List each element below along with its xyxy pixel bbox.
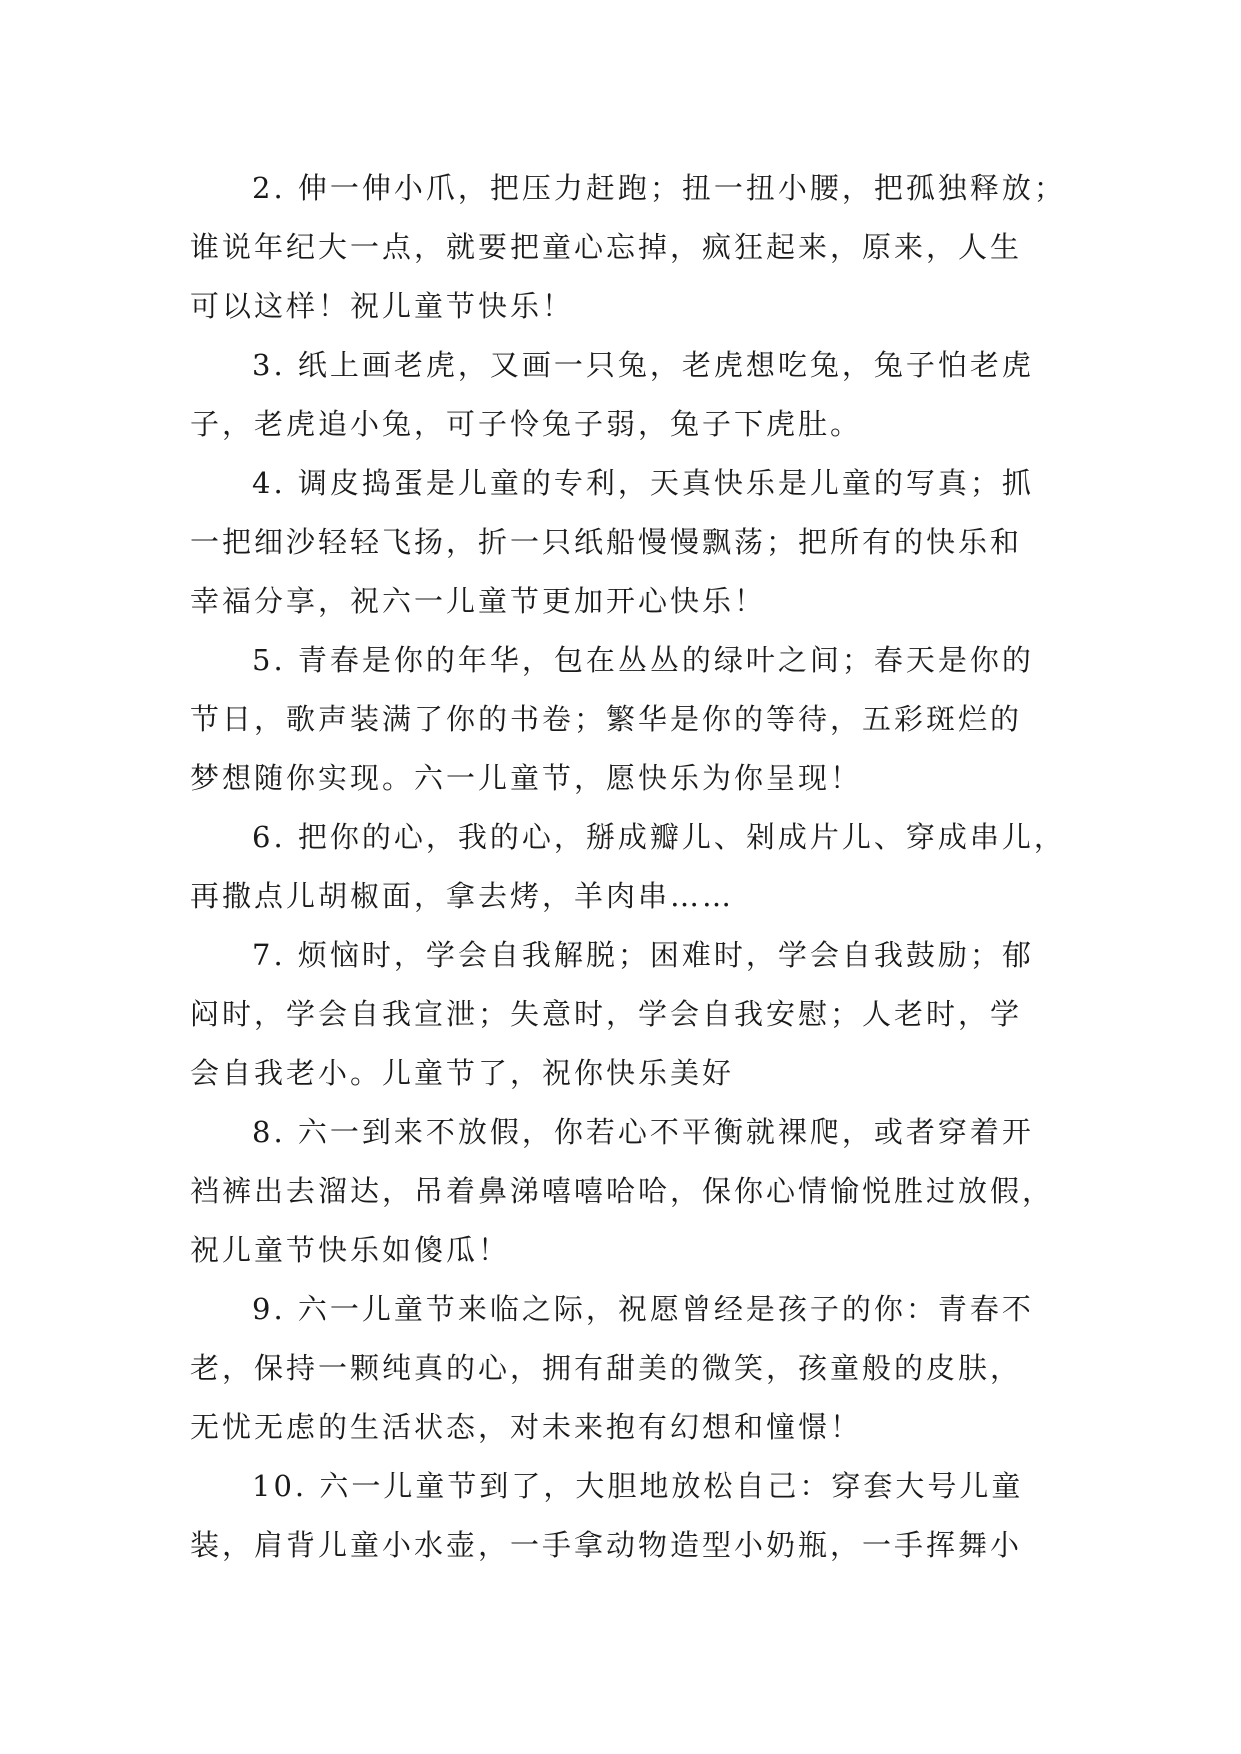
text-line: 可以这样！祝儿童节快乐！: [190, 289, 575, 323]
text-line: 10. 六一儿童节到了，大胆地放松自己：穿套大号儿童: [252, 1469, 1024, 1503]
text-line: 谁说年纪大一点，就要把童心忘掉，疯狂起来，原来，人生: [190, 230, 1023, 264]
text-line: 8. 六一到来不放假，你若心不平衡就裸爬，或者穿着开: [252, 1115, 1034, 1149]
text-line: 老，保持一颗纯真的心，拥有甜美的微笑，孩童般的皮肤，: [190, 1351, 1023, 1385]
text-line: 装，肩背儿童小水壶，一手拿动物造型小奶瓶，一手挥舞小: [190, 1528, 1023, 1562]
text-line: 闷时，学会自我宣泄；失意时，学会自我安慰；人老时，学: [190, 997, 1023, 1031]
text-line: 无忧无虑的生活状态，对未来抱有幻想和憧憬！: [190, 1410, 863, 1444]
text-line: 幸福分享，祝六一儿童节更加开心快乐！: [190, 584, 767, 618]
text-line: 3. 纸上画老虎，又画一只兔，老虎想吃兔，兔子怕老虎: [252, 348, 1034, 382]
text-line: 9. 六一儿童节来临之际，祝愿曾经是孩子的你：青春不: [252, 1292, 1034, 1326]
text-line: 再撒点儿胡椒面，拿去烤，羊肉串……: [190, 879, 735, 913]
text-line: 5. 青春是你的年华，包在丛丛的绿叶之间；春天是你的: [252, 643, 1034, 677]
text-line: 2. 伸一伸小爪，把压力赶跑；扭一扭小腰，把孤独释放；: [252, 171, 1066, 205]
text-line: 节日，歌声装满了你的书卷；繁华是你的等待，五彩斑烂的: [190, 702, 1023, 736]
text-line: 7. 烦恼时，学会自我解脱；困难时，学会自我鼓励；郁: [252, 938, 1034, 972]
text-line: 会自我老小。儿童节了，祝你快乐美好: [190, 1056, 735, 1090]
text-line: 裆裤出去溜达，吊着鼻涕嘻嘻哈哈，保你心情愉悦胜过放假，: [190, 1174, 1055, 1208]
text-line: 6. 把你的心，我的心，掰成瓣儿、剁成片儿、穿成串儿，: [252, 820, 1066, 854]
text-line: 4. 调皮捣蛋是儿童的专利，天真快乐是儿童的写真；抓: [252, 466, 1034, 500]
text-line: 子，老虎追小兔，可子怜兔子弱，兔子下虎肚。: [190, 407, 863, 441]
text-line: 祝儿童节快乐如傻瓜！: [190, 1233, 511, 1267]
text-line: 一把细沙轻轻飞扬，折一只纸船慢慢飘荡；把所有的快乐和: [190, 525, 1023, 559]
text-line: 梦想随你实现。六一儿童节，愿快乐为你呈现！: [190, 761, 863, 795]
